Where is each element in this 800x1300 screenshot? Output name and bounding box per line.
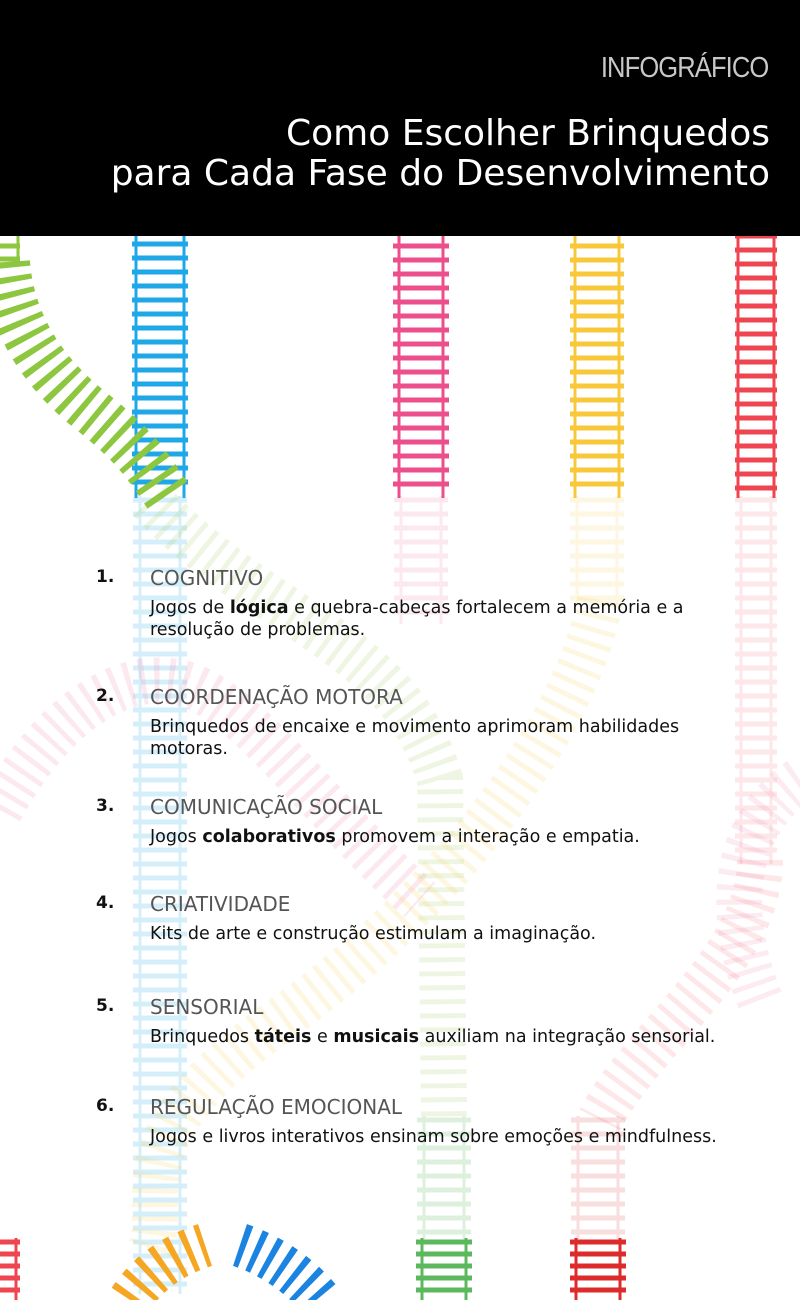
item-description xyxy=(150,1126,740,1148)
description-text: e quebra-cabeças fortalecem a memória e a resolução de problemas. xyxy=(150,598,684,640)
emphasis-text: colaborativos xyxy=(202,827,336,847)
emphasis-text: musicais xyxy=(333,1027,420,1047)
item-description xyxy=(150,716,740,760)
item-number: 2. xyxy=(96,686,115,706)
description-text: Jogos de xyxy=(150,598,230,618)
description-text: Brinquedos xyxy=(150,1027,255,1047)
item-number: 4. xyxy=(96,893,115,913)
item-number: 6. xyxy=(96,1096,115,1116)
item-description xyxy=(150,923,740,945)
item-number: 1. xyxy=(96,567,115,587)
description-text: Jogos e livros interativos ensinam sobre emoções e mindfulness. xyxy=(150,1127,717,1147)
item-description xyxy=(150,597,740,641)
description-text: Jogos xyxy=(150,827,203,847)
emphasis-text: táteis xyxy=(254,1027,312,1047)
description-text: auxiliam na integração sensorial. xyxy=(419,1027,716,1047)
item-description xyxy=(150,826,740,848)
item-title: SENSORIAL xyxy=(150,995,264,1019)
item-title: COGNITIVO xyxy=(150,566,264,590)
page-title-line-2: para Cada Fase do Desenvolvimento xyxy=(110,153,770,194)
description-text: Kits de arte e construção estimulam a imaginação. xyxy=(150,924,597,944)
description-text: Brinquedos de encaixe e movimento aprimoram habilidades motoras. xyxy=(150,717,680,759)
description-text: promovem a interação e empatia. xyxy=(335,827,640,847)
item-description xyxy=(150,1026,740,1048)
page-title-line-1: Como Escolher Brinquedos xyxy=(286,113,770,154)
item-number: 5. xyxy=(96,996,115,1016)
header-tag: INFOGRÁFICO xyxy=(600,52,768,84)
item-title: CRIATIVIDADE xyxy=(150,892,291,916)
emphasis-text: lógica xyxy=(229,598,289,618)
item-title: REGULAÇÃO EMOCIONAL xyxy=(150,1095,403,1119)
item-title: COORDENAÇÃO MOTORA xyxy=(150,685,403,709)
description-text: e xyxy=(311,1027,334,1047)
item-title: COMUNICAÇÃO SOCIAL xyxy=(150,795,383,819)
item-number: 3. xyxy=(96,796,115,816)
